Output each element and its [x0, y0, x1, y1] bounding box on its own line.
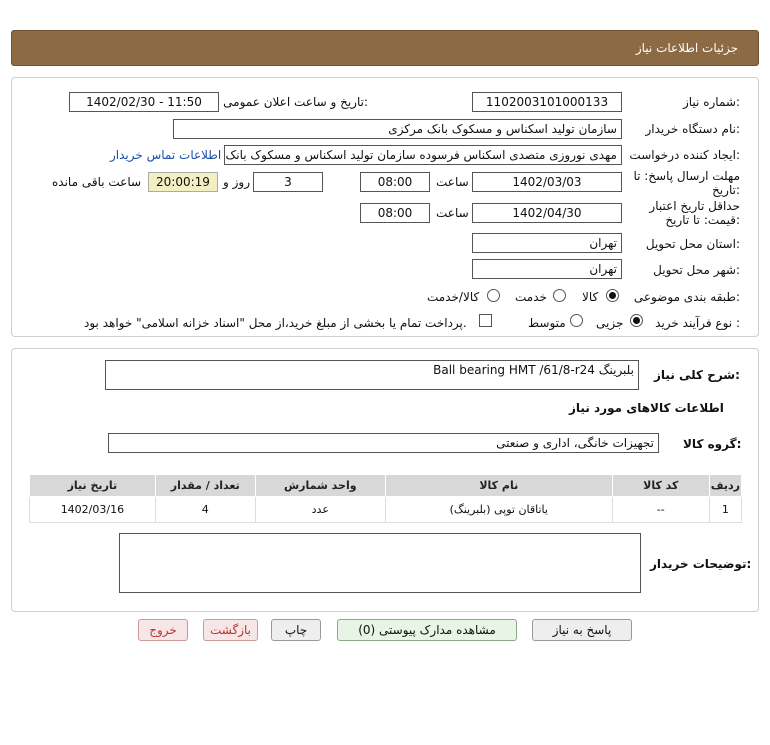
cell-qty: 4 [155, 497, 255, 523]
col-qty: تعداد / مقدار [155, 475, 255, 497]
category-goods-label: کالا [582, 290, 599, 304]
remaining-time-field: 20:00:19 [148, 172, 218, 192]
cell-name: یاتاقان توپی (بلبرینگ) [385, 497, 612, 523]
buyer-notes-field[interactable] [119, 533, 641, 593]
announce-field[interactable]: 1402/02/30 - 11:50 [69, 92, 219, 112]
col-name: نام کالا [385, 475, 612, 497]
goods-group-field[interactable]: تجهیزات خانگی، اداری و صنعتی [108, 433, 659, 453]
validity-time-field[interactable]: 08:00 [360, 203, 430, 223]
category-label: طبقه بندی موضوعی: [633, 290, 740, 304]
category-both-label: کالا/خدمت [427, 290, 480, 304]
cell-unit: عدد [255, 497, 385, 523]
process-minor-radio[interactable] [630, 314, 643, 327]
category-service-radio[interactable] [553, 289, 566, 302]
col-unit: واحد شمارش [255, 475, 385, 497]
treasury-payment-note: پرداخت تمام یا بخشی از مبلغ خرید،از محل "اسناد خزانه اسلامی" خواهد بود. [84, 316, 467, 330]
summary-field[interactable]: بلبرینگ Ball bearing HMT /61/8-r24 [105, 360, 639, 390]
back-button[interactable]: بازگشت [203, 619, 258, 641]
buyer-org-field[interactable]: سازمان تولید اسکناس و مسکوک بانک مرکزی [173, 119, 622, 139]
requester-label: ایجاد کننده درخواست: [629, 148, 740, 162]
col-date: تاریخ نیاز [30, 475, 156, 497]
page-title: جزئیات اطلاعات نیاز [635, 41, 738, 55]
need-number-label: شماره نیاز: [682, 95, 740, 109]
attachments-button[interactable]: مشاهده مدارک پیوستی (0) [337, 619, 517, 641]
deadline-label-2: تاریخ: [712, 183, 740, 197]
remaining-label: ساعت باقی مانده [52, 175, 142, 189]
days-label: روز و [223, 175, 250, 189]
process-label: نوع فرآیند خرید : [655, 316, 740, 330]
page-header [11, 30, 759, 66]
validity-time-label: ساعت [436, 206, 469, 220]
process-minor-label: جزیی [596, 316, 624, 330]
summary-label: شرح کلی نیاز: [654, 368, 740, 382]
process-medium-label: متوسط [528, 316, 566, 330]
deadline-time-field[interactable]: 08:00 [360, 172, 430, 192]
goods-table [29, 474, 742, 523]
category-goods-radio[interactable] [606, 289, 619, 302]
city-label: شهر محل تحویل: [653, 263, 740, 277]
category-both-radio[interactable] [487, 289, 500, 302]
validity-date-field[interactable]: 1402/04/30 [472, 203, 622, 223]
buyer-org-label: نام دستگاه خریدار: [645, 122, 740, 136]
goods-table-header [30, 475, 742, 497]
goods-group-label: گروه کالا: [683, 437, 742, 451]
reply-button[interactable]: پاسخ به نیاز [532, 619, 632, 641]
province-field[interactable]: تهران [472, 233, 622, 253]
category-service-label: خدمت [515, 290, 547, 304]
cell-row: 1 [709, 497, 741, 523]
need-number-field[interactable]: 1102003101000133 [472, 92, 622, 112]
province-label: استان محل تحویل: [645, 237, 740, 251]
exit-button[interactable]: خروج [138, 619, 188, 641]
goods-info-title: اطلاعات کالاهای مورد نیاز [569, 401, 724, 415]
col-code: کد کالا [612, 475, 709, 497]
buyer-notes-label: توضیحات خریدار: [650, 557, 752, 571]
deadline-time-label: ساعت [436, 175, 469, 189]
table-row[interactable] [30, 497, 742, 523]
buyer-contact-link[interactable]: اطلاعات تماس خریدار [110, 148, 222, 162]
col-row: ردیف [709, 475, 741, 497]
print-button[interactable]: چاپ [271, 619, 321, 641]
validity-label: حداقل تاریخ اعتبار [649, 199, 740, 213]
days-field[interactable]: 3 [253, 172, 323, 192]
cell-date: 1402/03/16 [30, 497, 156, 523]
treasury-payment-checkbox[interactable] [479, 314, 492, 327]
announce-label: تاریخ و ساعت اعلان عمومی: [223, 95, 368, 109]
requester-field[interactable]: مهدی نوروزی متصدی اسکناس فرسوده سازمان تولید اسکناس و مسکوک بانک [224, 145, 622, 165]
cell-code: -- [612, 497, 709, 523]
city-field[interactable]: تهران [472, 259, 622, 279]
process-medium-radio[interactable] [570, 314, 583, 327]
deadline-label: مهلت ارسال پاسخ: تا [633, 169, 740, 183]
validity-label-2: قیمت: تا تاریخ: [665, 213, 740, 227]
deadline-date-field[interactable]: 1402/03/03 [472, 172, 622, 192]
